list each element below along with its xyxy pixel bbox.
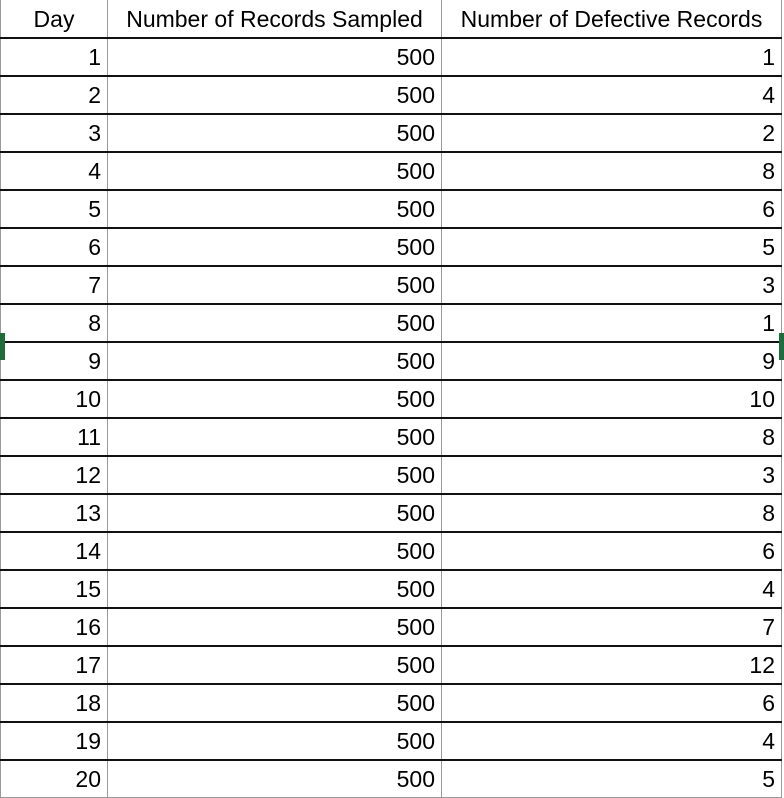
day-cell[interactable]: 5 xyxy=(1,190,108,228)
defective-records-cell[interactable]: 1 xyxy=(442,304,782,342)
day-cell[interactable]: 8 xyxy=(1,304,108,342)
defective-records-cell[interactable]: 5 xyxy=(442,760,782,798)
day-cell[interactable]: 12 xyxy=(1,456,108,494)
table-row xyxy=(1,646,782,684)
day-cell[interactable]: 3 xyxy=(1,114,108,152)
defective-records-cell[interactable]: 6 xyxy=(442,532,782,570)
table-row xyxy=(1,76,782,114)
records-sampled-cell[interactable]: 500 xyxy=(108,152,442,190)
records-sampled-cell[interactable]: 500 xyxy=(108,722,442,760)
table-row xyxy=(1,38,782,76)
defective-records-cell[interactable]: 8 xyxy=(442,418,782,456)
records-sampled-cell[interactable]: 500 xyxy=(108,228,442,266)
table-row xyxy=(1,494,782,532)
table-row xyxy=(1,532,782,570)
records-sampled-cell[interactable]: 500 xyxy=(108,418,442,456)
table-row xyxy=(1,456,782,494)
day-cell[interactable]: 4 xyxy=(1,152,108,190)
records-sampled-cell[interactable]: 500 xyxy=(108,190,442,228)
day-cell[interactable]: 2 xyxy=(1,76,108,114)
day-cell[interactable]: 19 xyxy=(1,722,108,760)
header-day[interactable]: Day xyxy=(1,0,108,38)
defective-records-cell[interactable]: 10 xyxy=(442,380,782,418)
defective-records-cell[interactable]: 4 xyxy=(442,570,782,608)
defective-records-cell[interactable]: 2 xyxy=(442,114,782,152)
day-cell[interactable]: 15 xyxy=(1,570,108,608)
defective-records-cell[interactable]: 6 xyxy=(442,190,782,228)
table-row xyxy=(1,152,782,190)
records-sampled-cell[interactable]: 500 xyxy=(108,38,442,76)
table-body xyxy=(1,38,782,798)
defective-records-cell[interactable]: 4 xyxy=(442,76,782,114)
records-sampled-cell[interactable]: 500 xyxy=(108,570,442,608)
defective-records-cell[interactable]: 12 xyxy=(442,646,782,684)
header-defective-records[interactable]: Number of Defective Records xyxy=(442,0,782,38)
day-cell[interactable]: 16 xyxy=(1,608,108,646)
header-records-sampled[interactable]: Number of Records Sampled xyxy=(108,0,442,38)
records-sampled-cell[interactable]: 500 xyxy=(108,646,442,684)
defective-records-cell[interactable]: 5 xyxy=(442,228,782,266)
records-sampled-cell[interactable]: 500 xyxy=(108,684,442,722)
day-cell[interactable]: 9 xyxy=(1,342,108,380)
records-sampled-cell[interactable]: 500 xyxy=(108,380,442,418)
day-cell[interactable]: 20 xyxy=(1,760,108,798)
defective-records-cell[interactable]: 4 xyxy=(442,722,782,760)
table-row xyxy=(1,570,782,608)
table-row xyxy=(1,342,782,380)
table-row xyxy=(1,266,782,304)
records-sampled-cell[interactable]: 500 xyxy=(108,760,442,798)
row-selection-marker-right xyxy=(779,333,784,360)
table-row xyxy=(1,380,782,418)
table-row xyxy=(1,608,782,646)
table-row xyxy=(1,190,782,228)
records-sampled-cell[interactable]: 500 xyxy=(108,266,442,304)
records-sampled-cell[interactable]: 500 xyxy=(108,494,442,532)
table-row xyxy=(1,114,782,152)
defective-records-cell[interactable]: 7 xyxy=(442,608,782,646)
table-row xyxy=(1,418,782,456)
defective-records-cell[interactable]: 8 xyxy=(442,152,782,190)
day-cell[interactable]: 6 xyxy=(1,228,108,266)
records-sampled-cell[interactable]: 500 xyxy=(108,304,442,342)
day-cell[interactable]: 1 xyxy=(1,38,108,76)
day-cell[interactable]: 17 xyxy=(1,646,108,684)
table-row xyxy=(1,722,782,760)
table-row xyxy=(1,760,782,798)
defective-records-cell[interactable]: 3 xyxy=(442,266,782,304)
day-cell[interactable]: 13 xyxy=(1,494,108,532)
day-cell[interactable]: 10 xyxy=(1,380,108,418)
records-sampled-cell[interactable]: 500 xyxy=(108,532,442,570)
table-row xyxy=(1,304,782,342)
header-row xyxy=(1,0,782,38)
defective-records-cell[interactable]: 8 xyxy=(442,494,782,532)
defective-records-cell[interactable]: 9 xyxy=(442,342,782,380)
day-cell[interactable]: 11 xyxy=(1,418,108,456)
records-sampled-cell[interactable]: 500 xyxy=(108,76,442,114)
records-sampled-cell[interactable]: 500 xyxy=(108,114,442,152)
defective-records-cell[interactable]: 6 xyxy=(442,684,782,722)
day-cell[interactable]: 14 xyxy=(1,532,108,570)
table-row xyxy=(1,228,782,266)
day-cell[interactable]: 18 xyxy=(1,684,108,722)
records-sampled-cell[interactable]: 500 xyxy=(108,456,442,494)
records-sampled-cell[interactable]: 500 xyxy=(108,342,442,380)
row-selection-marker-left xyxy=(0,333,5,360)
defective-records-cell[interactable]: 1 xyxy=(442,38,782,76)
day-cell[interactable]: 7 xyxy=(1,266,108,304)
table-row xyxy=(1,684,782,722)
records-sampled-cell[interactable]: 500 xyxy=(108,608,442,646)
defective-records-cell[interactable]: 3 xyxy=(442,456,782,494)
